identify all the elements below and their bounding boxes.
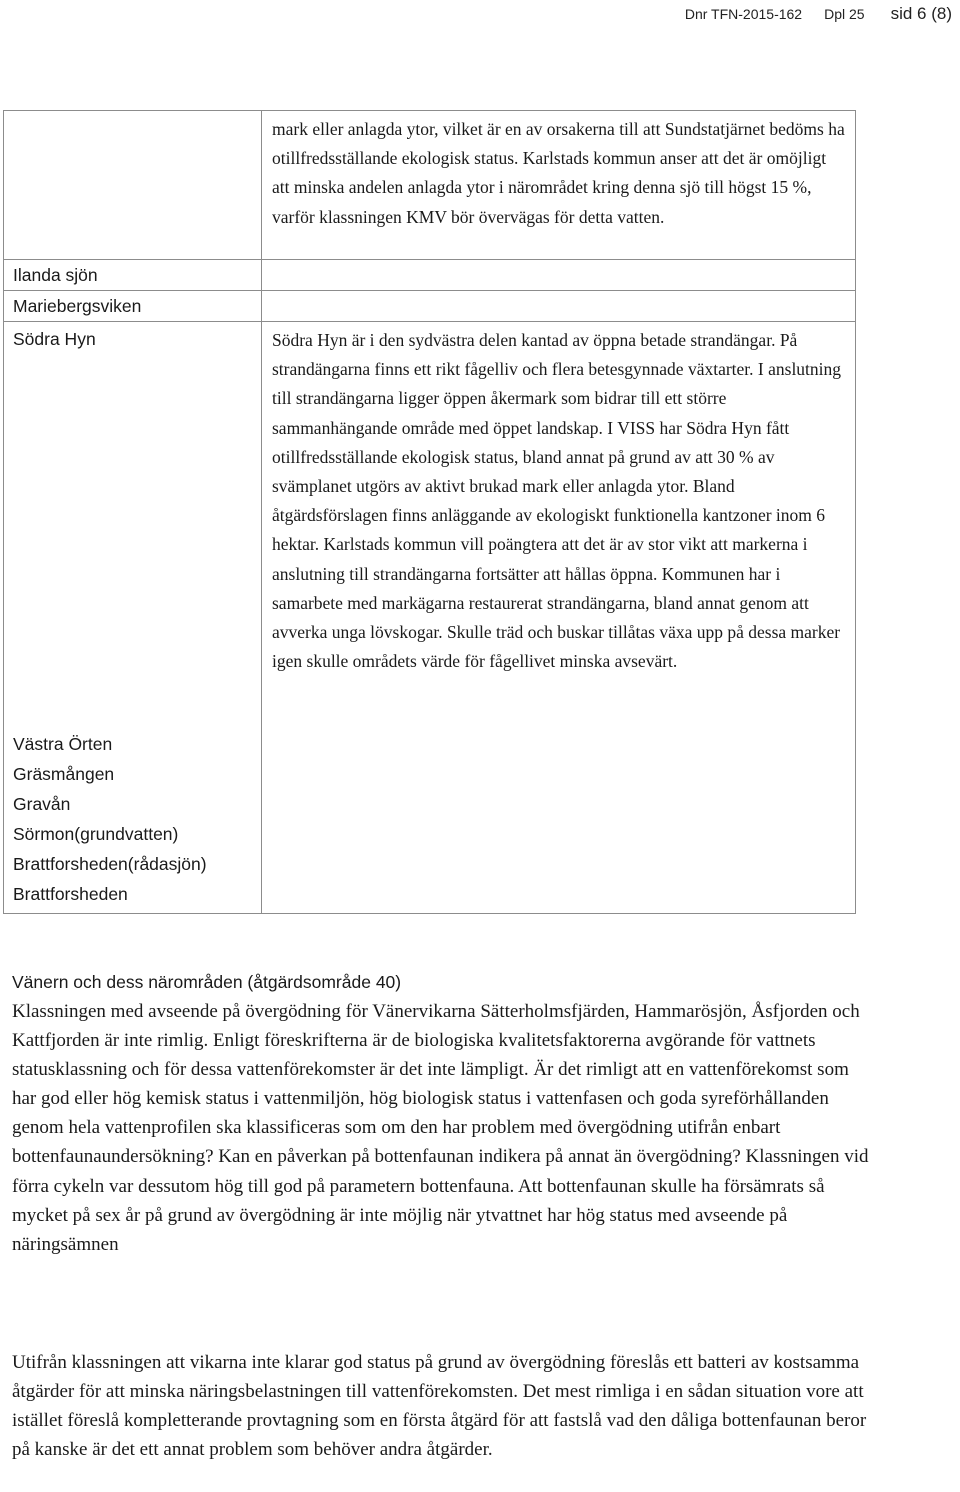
description-cell	[262, 291, 856, 322]
description-cell	[262, 322, 856, 914]
lake-name: Sörmon(grundvatten)	[13, 824, 179, 844]
page-header	[685, 4, 952, 24]
lake-name-cell	[4, 322, 262, 914]
lake-name: Södra Hyn	[13, 329, 96, 349]
sodra-hyn-text: Södra Hyn är i den sydvästra delen kantad av öppna betade strandängar. På strandängarna finns ett rikt fågelliv och flera betesgynnade växtarter. I anslutning till strandängarna ligger öppen åkermark som bidrar till ett större sammanhängande område med öppet landskap. I VISS har Södra Hyn fått otillfredsställande ekologisk status, bland annat på grund av att 30 % av svämplanet utgörs av aktivt brukad mark eller anlagda ytor. Bland åtgärdsförslagen finns anläggande av ekologiskt funktionella kantzoner inom 6 hektar. Karlstads kommun vill poängtera att det är av stor vikt att markerna i anslutning till strandängarna fortsätter att hållas öppna. Kommunen har i samarbete med markägarna restaurerat strandängarna, bland annat genom att avverka unga lövskogar. Skulle träd och buskar tillåtas växa upp på dessa marker igen skulle områdets värde för fågellivet minska avsevärt.	[272, 330, 842, 672]
lake-name: Västra Örten	[13, 734, 113, 754]
description-cell	[262, 260, 856, 291]
description-cell	[262, 111, 856, 260]
table-row	[4, 291, 856, 322]
lake-name-cell	[4, 260, 262, 291]
lake-name: Gräsmången	[13, 764, 115, 784]
lake-name: Mariebergsviken	[13, 296, 142, 316]
section-heading: Vänern och dess närområden (åtgärdsområde 40)	[12, 972, 402, 992]
lake-name: Gravån	[13, 794, 71, 814]
lake-name-cell	[4, 111, 262, 260]
page-number: sid 6 (8)	[890, 4, 952, 23]
table-row	[4, 111, 856, 260]
paragraph: Utifrån klassningen att vikarna inte klarar god status på grund av övergödning föreslås ett batteri av kostsamma åtgärder för att minska näringsbelastningen till vattenförekomsten. Det mest rimliga i en sådan situation vore att istället föreslå kompletterande provtagning som en första åtgärd för att fastslå vad den dåliga bottenfaunan beror på kanske är det ett annat problem som behöver andra åtgärder.	[12, 1352, 867, 1461]
sundstatjarnet-text: mark eller anlagda ytor, vilket är en av orsakerna till att Sundstatjärnet bedöms ha otillfredsställande ekologisk status. Karlstads kommun anser att det är omöjligt att minska andelen anlagda ytor i närområdet kring denna sjö till högst 15 %, varför klassningen KMV bör övervägas för detta vatten.	[272, 119, 845, 227]
document-reference: Dnr TFN-2015-162	[684, 6, 803, 22]
paragraph: Klassningen med avseende på övergödning för Vänervikarna Sätterholmsfjärden, Hammarösjön, Åsfjorden och Kattfjorden är inte rimlig. Enligt föreskrifterna är de biologiska kvalitetsfaktorerna avgörande för vattnets statusklassning och för dessa vattenförekomster är det inte lämpligt. Är det rimligt att en vattenförekomst som har god eller hög kemisk status i vattenmiljön, hög biologisk status i vattenfasen och goda syreförhållanden genom hela vattenprofilen ska klassificeras som om den har problem med övergödning utifrån enbart bottenfaunaundersökning? Kan en påverkan på bottenfaunan indikera på annat än övergödning? Klassningen vid förra cykeln var dessutom hög till god på parametern bottenfauna. Att bottenfaunan skulle ha försämrats så mycket på sex år på grund av övergödning är inte möjlig när ytvattnet har hög status med avseende på näringsämnen	[12, 1001, 869, 1255]
lake-name: Brattforsheden(rådasjön)	[13, 854, 207, 874]
lake-name: Ilanda sjön	[13, 265, 98, 285]
table-row	[4, 260, 856, 291]
lake-name-cell	[4, 291, 262, 322]
lake-name-list	[13, 729, 255, 909]
lake-assessment-table	[3, 110, 856, 914]
dpl-number: Dpl 25	[824, 6, 865, 22]
lake-name: Brattforsheden	[13, 884, 128, 904]
table-row	[4, 322, 856, 914]
